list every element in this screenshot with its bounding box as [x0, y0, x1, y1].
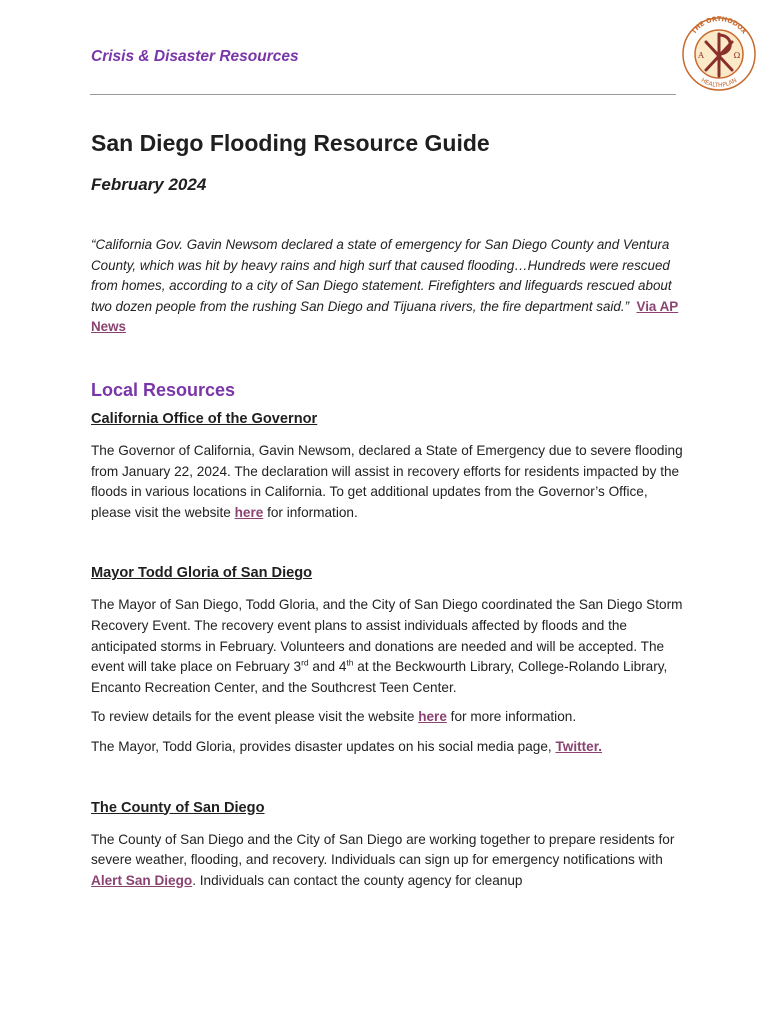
mayor-paragraph-details [91, 707, 691, 728]
logo-omega: Ω [733, 51, 741, 60]
logo-bottom-text: HEALTHPLAN [699, 76, 739, 90]
mayor-text-c: at the Beckwourth Library, College-Rolando Library, Encanto Recreation Center, and the Southcrest Teen Center. [91, 659, 668, 695]
mayor-details-text-end: for more information. [446, 709, 577, 725]
subheading-mayor: Mayor Todd Gloria of San Diego [91, 565, 313, 582]
logo-alpha: A [698, 51, 704, 60]
county-text: The County of San Diego and the City of San Diego are working together to prepare residents for severe weather, flooding, and recovery. Individuals can sign up for emergency notifications with [91, 831, 675, 868]
governor-text: The Governor of California, Gavin Newsom, declared a State of Emergency due to severe flooding from January 22, 2024. The declaration will assist in recovery efforts for residents impacted by the floods in various locations in California. To get additional updates from the Governor’s Office, please visit the website [91, 442, 683, 520]
subheading-governor: California Office of the Governor [91, 410, 318, 427]
news-quote [91, 235, 691, 338]
mayor-details-text: To review details for the event please visit the website [91, 709, 419, 725]
ordinal-rd: rd [301, 657, 309, 668]
event-details-link[interactable]: here [418, 709, 447, 725]
quote-text: “California Gov. Gavin Newsom declared a state of emergency for San Diego County and Ventura County, which was hit by heavy rains and high surf that caused flooding…Hundreds were rescued from homes, according to a city of San Diego statement. Firefighters and lifeguards rescued about two dozen people from the rushing San Diego and Tijuana rivers, the fire department said.” [91, 237, 672, 314]
section-label: Crisis & Disaster Resources [91, 48, 299, 65]
header-divider [90, 94, 676, 95]
alert-san-diego-link[interactable]: Alert San Diego [91, 872, 193, 888]
subheading-county: The County of San Diego [91, 799, 265, 816]
mayor-paragraph-social [91, 737, 691, 758]
orthodox-healthplan-logo [682, 4, 756, 100]
ordinal-th: th [346, 657, 354, 668]
governor-text-end: for information. [263, 504, 358, 520]
governor-website-link[interactable]: here [234, 504, 264, 520]
county-text-end: . Individuals can contact the county agency for cleanup [192, 872, 523, 888]
document-content [91, 130, 691, 891]
mayor-paragraph-event [91, 595, 691, 698]
logo-top-text: THE ORTHODOX [689, 15, 749, 36]
ap-news-link[interactable]: Via AP News [91, 298, 679, 335]
mayor-text-b: and 4 [308, 659, 347, 675]
page-title: San Diego Flooding Resource Guide [91, 130, 490, 156]
county-paragraph [91, 830, 691, 892]
mayor-text-a: The Mayor of San Diego, Todd Gloria, and the City of San Diego coordinated the San Diego Storm Recovery Event. The recovery event plans to assist individuals affected by floods and the anticipated storms in February. Volunteers and donations are needed and will be accepted. The event will take place on February 3 [91, 597, 683, 675]
twitter-link[interactable]: Twitter. [555, 738, 603, 754]
governor-paragraph [91, 441, 691, 523]
publication-date: February 2024 [91, 175, 207, 194]
mayor-social-text: The Mayor, Todd Gloria, provides disaster updates on his social media page, [91, 738, 556, 754]
section-heading-local-resources: Local Resources [91, 379, 236, 400]
